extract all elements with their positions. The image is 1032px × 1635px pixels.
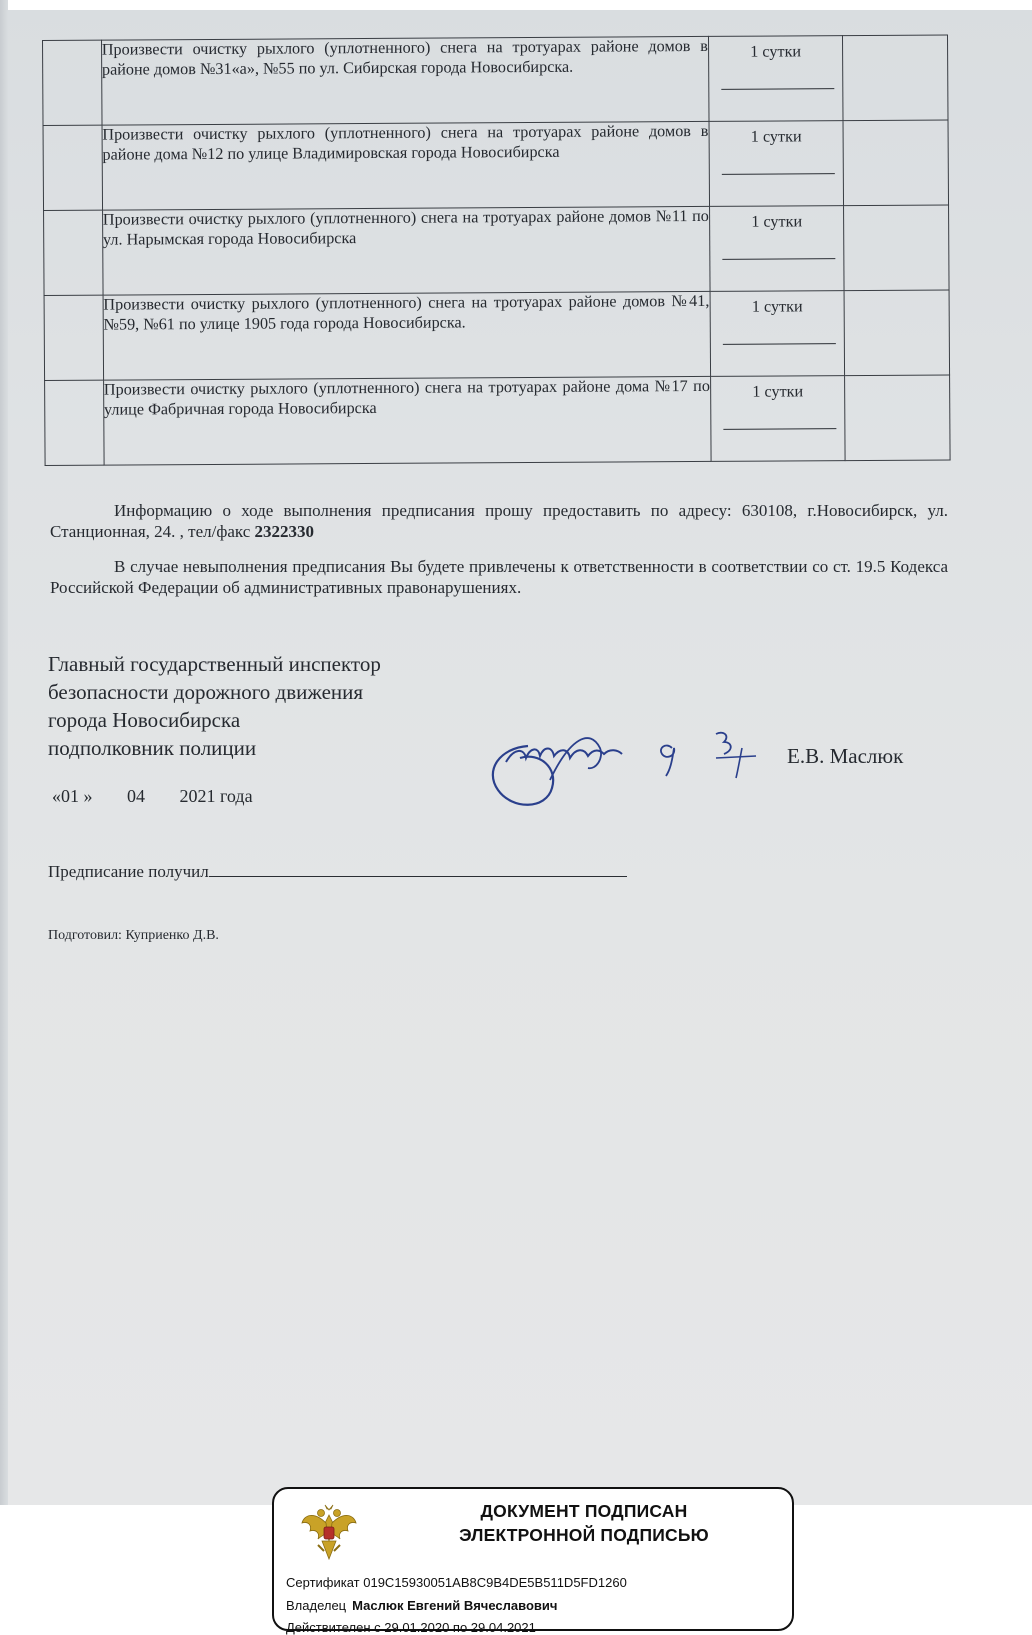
term-cell [708,36,843,122]
table-row [43,120,949,211]
page-top-margin [0,0,1032,10]
term-underline [723,428,837,430]
task-text: Произвести очистку рыхлого (уплотненного) снега на тротуарах районе домов №11 по ул. Нарымская города Новосибирска [102,206,710,295]
info-phone: 2322330 [254,522,315,541]
position-line: Главный государственный инспектор [48,652,381,676]
row-number-cell [43,40,102,125]
stamp-validity: Действителен с 29.01.2020 по 29.04.2021 [286,1620,536,1635]
row-number-cell [45,380,104,465]
info-text: Информацию о ходе выполнения предписания прошу предоставить по адресу: 630108, г.Новосибирск, ул. Станционная, 24. , тел/факс [50,501,948,541]
position-line: безопасности дорожного движения [48,680,364,704]
date-year: 2021 года [179,786,253,806]
table-row [45,375,951,466]
stamp-certificate [286,1575,627,1590]
task-text: Произвести очистку рыхлого (уплотненного) снега на тротуарах районе дома №17 по улице Фабричная города Новосибирска [103,376,711,465]
owner-label: Владелец [286,1598,347,1613]
page-left-edge [0,0,8,1505]
term-underline [723,343,837,345]
term-label: 1 сутки [752,382,804,401]
position-line: подполковник полиции [48,736,257,760]
mark-cell [843,35,948,121]
term-label: 1 сутки [750,42,802,61]
mark-cell [844,205,949,291]
table-row [43,35,949,126]
stamp-title-line: ЭЛЕКТРОННОЙ ПОДПИСЬЮ [459,1525,709,1545]
term-label: 1 сутки [751,212,803,231]
document-date [52,786,283,807]
certificate-label: Сертификат [286,1575,360,1590]
date-day: «01 » [52,786,93,806]
table-row [44,290,950,381]
mark-cell [845,375,950,461]
received-label: Предписание получил [48,862,209,881]
term-underline [721,88,835,90]
certificate-number: 019C15930051AB8C9B4DE5B511D5FD1260 [363,1575,627,1590]
mark-cell [843,120,948,206]
double-headed-eagle-emblem-icon [300,1501,358,1565]
prepared-by: Подготовил: Куприенко Д.В. [48,928,219,943]
row-number-cell [44,295,103,380]
electronic-signature-stamp [272,1487,794,1635]
date-month: 04 [127,786,145,806]
received-line [48,862,627,882]
term-cell [709,121,844,207]
signatory-position [48,650,381,762]
signatory-name: Е.В. Маслюк [787,744,904,768]
term-underline [722,258,836,260]
tasks-table [42,34,951,466]
task-text: Произвести очистку рыхлого (уплотненного) снега на тротуарах районе домов в районе домов №31«а», №55 по ул. Сибирская города Новосибирска. [101,36,709,125]
info-paragraph [50,500,948,542]
owner-name: Маслюк Евгений Вячеславович [352,1598,558,1613]
task-text: Произвести очистку рыхлого (уплотненного) снега на тротуарах районе домов №41, №59, №61 по улице 1905 года города Новосибирска. [103,291,711,380]
table-row [44,205,950,296]
term-cell [710,376,845,462]
received-underline [209,875,627,877]
term-underline [722,173,836,175]
stamp-owner [286,1598,557,1613]
task-text: Произвести очистку рыхлого (уплотненного) снега на тротуарах районе домов в районе дома №12 по улице Владимировская города Новосибирска [102,121,710,210]
term-cell [709,206,844,292]
term-label: 1 сутки [751,297,803,316]
position-line: города Новосибирска [48,708,241,732]
mark-cell [844,290,949,376]
row-number-cell [43,125,102,210]
term-label: 1 сутки [750,127,802,146]
row-number-cell [44,210,103,295]
stamp-title-line: ДОКУМЕНТ ПОДПИСАН [480,1501,688,1521]
handwritten-signature [480,718,790,828]
term-cell [710,291,845,377]
warning-paragraph: В случае невыполнения предписания Вы будете привлечены к ответственности в соответствии со ст. 19.5 Кодекса Российской Федерации об административных правонарушениях. [50,557,948,597]
stamp-title [384,1499,784,1547]
